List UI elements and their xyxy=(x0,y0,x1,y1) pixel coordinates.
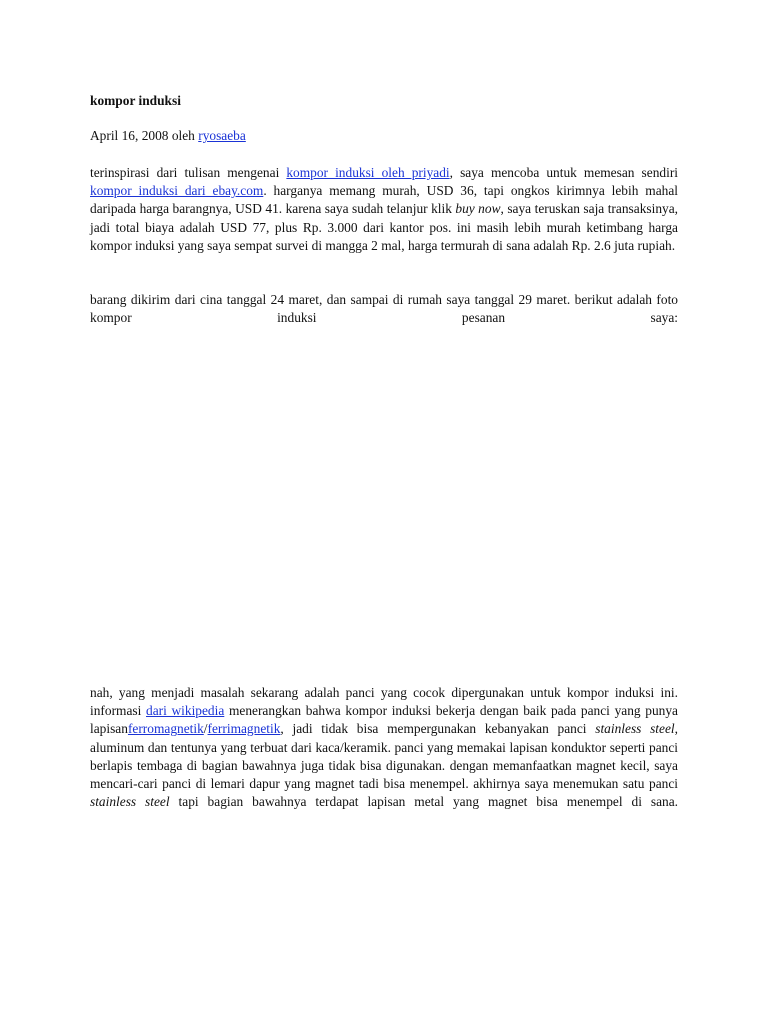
link-ferrimagnetik[interactable]: ferrimagnetik xyxy=(207,721,281,737)
post-title: kompor induksi xyxy=(90,93,181,108)
link-kompor-induksi-priyadi[interactable]: kompor induksi oleh priyadi xyxy=(286,165,450,180)
para1-text-3: . harganya memang murah, USD 36, tapi ongkos kirimnya lebih mahal daripada harga barangnya, USD 41. karena saya sudah telanjur klik xyxy=(90,183,678,217)
para3-text-5: tapi bagian bawahnya terdapat lapisan metal yang magnet bisa menempel di sana. xyxy=(169,794,678,810)
link-kompor-induksi-ebay[interactable]: kompor induksi dari ebay.com xyxy=(90,183,264,199)
paragraph-intro xyxy=(90,164,678,255)
para1-text-2: , saya mencoba untuk memesan sendiri xyxy=(449,165,678,180)
para3-text-4: , aluminum dan tentunya yang terbuat dari kaca/keramik. panci yang memakai lapisan konduktor seperti panci berlapis tembaga di bagian bawahnya juga tidak bisa digunakan. dengan memanfaatkan magnet kecil, saya mencari-cari panci di lemari dapur yang magnet tadi bisa menempel. akhirnya saya menemukan satu panci xyxy=(90,721,678,792)
para3-text-2: menerangkan bahwa kompor induksi bekerja dengan baik pada panci yang punya lapisan xyxy=(90,703,678,737)
photo-placeholder xyxy=(90,340,678,670)
para3-text-1: nah, yang menjadi masalah sekarang adalah panci yang cocok dipergunakan untuk kompor induksi ini. informasi xyxy=(90,685,678,719)
link-ferromagnetik[interactable]: ferromagnetik xyxy=(127,721,204,737)
post-date: April 16, 2008 oleh xyxy=(90,128,199,143)
paragraph-cookware xyxy=(90,684,678,811)
post-meta xyxy=(90,128,678,144)
para3-emphasis-stainless-2: stainless steel xyxy=(90,794,170,810)
paragraph-shipping: barang dikirim dari cina tanggal 24 maret, dan sampai di rumah saya tanggal 29 maret. berikut adalah foto kompor induksi pesanan saya: xyxy=(90,292,678,326)
para3-emphasis-stainless-1: stainless steel xyxy=(595,721,675,737)
para3-separator: / xyxy=(203,721,208,737)
para1-text-1: terinspirasi dari tulisan mengenai xyxy=(90,165,287,180)
para1-text-4: , saya teruskan saja transaksinya, jadi total biaya adalah USD 77, plus Rp. 3.000 dari kantor pos. ini masih lebih murah ketimbang harga kompor induksi yang saya sempat survei di mangga 2 mal, harga termurah di sana adalah Rp. 2.6 juta rupiah. xyxy=(90,201,678,253)
author-link[interactable]: ryosaeba xyxy=(198,128,246,143)
para1-emphasis-buy-now: buy now xyxy=(455,201,501,217)
para3-text-3: , jadi tidak bisa mempergunakan kebanyakan panci xyxy=(280,721,596,737)
link-dari-wikipedia[interactable]: dari wikipedia xyxy=(146,703,225,719)
